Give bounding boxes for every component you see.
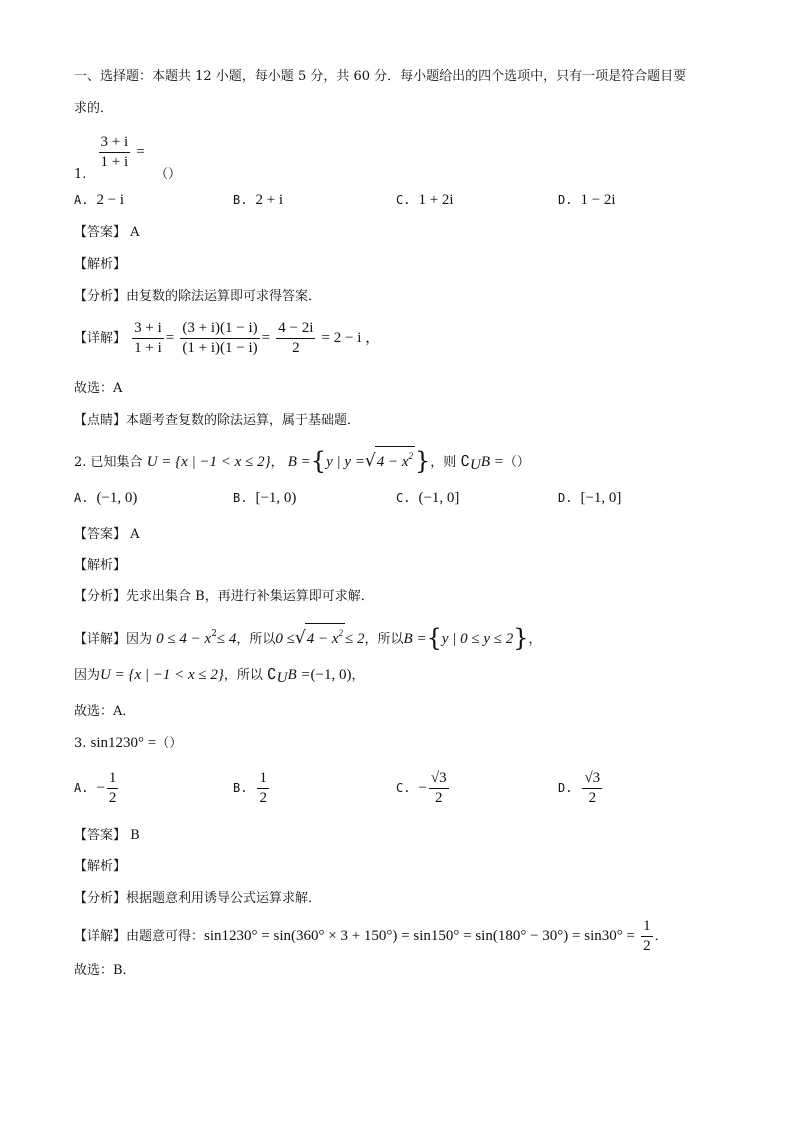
q2-stem: 2. 已知集合 U = {x | −1 < x ≤ 2}， B ={y | $y =√4 - x^2$}，则 $∁_UB$ =（）: [74, 447, 530, 475]
section-header-line1: 一、选择题：本题共 12 小题，每小题 5 分，共 60 分．每小题给出的四个选项中，只有一项是符合题目要: [74, 69, 687, 84]
q1-number: 1.: [74, 167, 87, 182]
q2-analysis: 【解析】: [74, 558, 127, 573]
q1-fraction: [99, 134, 131, 171]
q1-fenxi: 【分析】由复数的除法运算即可求得答案．: [74, 289, 322, 304]
q2-detail-line1: 【详解】因为 $0 \le 4 - x^2\le 4$，所以$0 \le√4 - x^2 \le 2$，所以B ={y | 0 ≤ y ≤ 2}，: [74, 624, 542, 652]
q3-option-d: D. $\frac{√3}{2}$: [558, 770, 601, 806]
section-header-line2: 求的．: [74, 101, 114, 116]
q2-option-a: A. (−1, 0): [74, 490, 138, 506]
q3-detail: 【详解】由题意可得：sin1230° = sin(360° × 3 + 150°) = sin150° = sin(180° − 30°) = sin30° = $\frac{1}{2}$ ．: [74, 918, 668, 954]
q2-option-d: D. [−1, 0]: [558, 490, 622, 506]
q1-option-d: D. 1 − 2i: [558, 192, 616, 208]
q1-option-b: B. 2 + i: [233, 192, 284, 208]
q1-choose: 故选：A: [74, 381, 123, 396]
q2-fenxi: 【分析】先求出集合 B，再进行补集运算即可求解．: [74, 589, 374, 604]
q2-detail-line2: 因为U = {x | −1 < x ≤ 2}，所以 $∁_UB =(-1$, 0)，: [74, 667, 365, 686]
q3-analysis: 【解析】: [74, 859, 127, 874]
q1-detail: 【详解】 $\frac{3 + i}{1 + i}$ = $\frac{(3 + i)(1 - i)}{(1 + i)(1 - i)}$ = $\frac{4 - 2i}{2}$ = 2 − i ，: [74, 320, 381, 356]
q1-stem: [74, 134, 181, 184]
q1-paren: （）: [154, 167, 181, 182]
q3-stem: 3. sin1230° =（）: [74, 735, 183, 751]
q2-option-b: B. [−1, 0): [233, 490, 297, 506]
q2-choose: 故选：A．: [74, 704, 136, 719]
q1-frac-den: 1 + i: [100, 154, 129, 170]
q1-dianjing: 【点睛】本题考查复数的除法运算，属于基础题．: [74, 413, 361, 428]
q1-eq: =: [136, 144, 145, 160]
q3-answer: 【答案】 B: [74, 828, 140, 843]
q3-choose: 故选：B．: [74, 963, 136, 978]
q3-option-c: C. − $\frac{√3}{2}$: [396, 770, 447, 806]
q2-option-c: C. (−1, 0]: [396, 490, 460, 506]
q1-analysis: 【解析】: [74, 257, 127, 272]
q3-fenxi: 【分析】根据题意利用诱导公式运算求解．: [74, 891, 322, 906]
q3-option-a: A. − $\frac{1}{2}$: [74, 770, 117, 806]
q1-answer: 【答案】 A: [74, 225, 140, 240]
q3-option-b: B. $\frac{1}{2}$: [233, 770, 267, 806]
q1-frac-num: 3 + i: [99, 134, 131, 153]
q1-option-a: A. 2 − i: [74, 192, 125, 208]
q2-answer: 【答案】 A: [74, 527, 140, 542]
q1-option-c: C. 1 + 2i: [396, 192, 454, 208]
